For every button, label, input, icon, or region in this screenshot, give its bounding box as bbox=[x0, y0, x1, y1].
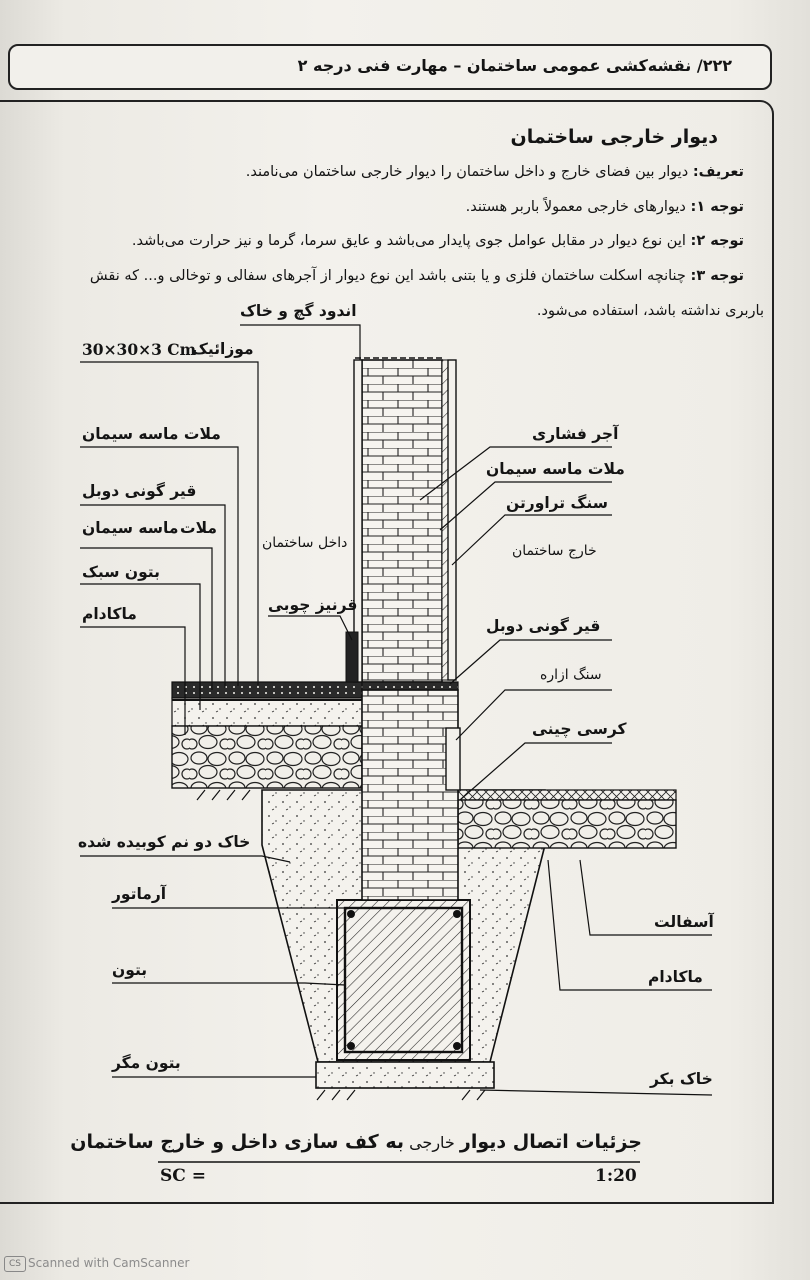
label-virgin-soil: خاک بکر bbox=[650, 1070, 713, 1088]
label-outside-building: خارج ساختمان bbox=[512, 543, 597, 559]
note2-label: توجه ۲: bbox=[690, 233, 744, 249]
scale-value: 1:20 bbox=[595, 1166, 637, 1186]
label-compacted-soil: خاک دو نم کوبیده شده bbox=[78, 833, 251, 851]
label-travertine: سنگ تراورتن bbox=[506, 494, 608, 512]
label-asphalt: آسفالت bbox=[654, 913, 714, 931]
caption-part2: خارجی bbox=[404, 1133, 460, 1152]
caption-part1: جزئیات اتصال دیوار bbox=[459, 1131, 642, 1153]
label-skirting-stone: سنگ ازاره bbox=[540, 667, 602, 683]
label-rebar: آرماتور bbox=[112, 885, 167, 903]
definition-text: دیوار بین فضای خارج و داخل ساختمان را دیوار خارجی ساختمان می‌نامند. bbox=[245, 164, 693, 180]
label-cement-mortar: ملات ماسه سیمان bbox=[82, 425, 221, 443]
label-sand-cement: ماسه سیمان bbox=[82, 519, 179, 537]
label-inside-building: داخل ساختمان bbox=[262, 535, 348, 551]
note1-label: توجه ۱: bbox=[690, 199, 744, 215]
label-mosaic: موزائیک bbox=[192, 340, 254, 358]
label-mortar-word: ملات bbox=[180, 519, 217, 537]
label-lean-concrete: بتون مگر bbox=[112, 1054, 181, 1072]
label-bitumen-double: قیر گونی دوبل bbox=[82, 482, 197, 500]
label-light-concrete: بتون سبک bbox=[82, 563, 160, 581]
note3-continuation: باربری نداشته باشد، استفاده می‌شود. bbox=[536, 303, 764, 319]
label-wood-baseboard: قرنیز چوبی bbox=[268, 596, 358, 614]
label-gravel: ماکادام bbox=[82, 605, 137, 623]
note3-label: توجه ۳: bbox=[690, 268, 744, 284]
label-concrete: بتون bbox=[112, 961, 148, 979]
label-plaster-soil: اندود گچ و خاک bbox=[240, 302, 357, 320]
section-title: دیوار خارجی ساختمان bbox=[510, 126, 718, 148]
label-gravel-right: ماکادام bbox=[648, 968, 703, 986]
camscanner-watermark: Scanned with CamScanner bbox=[28, 1256, 190, 1270]
label-cement-mortar-right: ملات ماسه سیمان bbox=[486, 460, 625, 478]
note3-text: چنانچه اسکلت ساختمان فلزی و یا بتنی باشد این نوع دیوار از آجرهای سفالی و توخالی و... که نقش bbox=[89, 268, 691, 284]
label-mosaic-size: 30×30×3 Cm bbox=[82, 340, 197, 359]
label-plinth: کرسی چینی bbox=[532, 720, 627, 738]
label-bitumen-double-right: قیر گونی دوبل bbox=[486, 617, 601, 635]
note1-text: دیوارهای خارجی معمولاً باربر هستند. bbox=[465, 199, 691, 215]
header-text: ۲۲۲/ نقشه‌کشی عمومی ساختمان – مهارت فنی درجه ۲ bbox=[297, 56, 732, 75]
caption-part3: به کف سازی داخل و خارج ساختمان bbox=[70, 1131, 404, 1153]
scale-label: SC = bbox=[160, 1166, 206, 1186]
definition-label: تعریف: bbox=[692, 164, 744, 180]
label-pressed-brick: آجر فشاری bbox=[532, 425, 619, 443]
camscanner-logo: CS bbox=[4, 1256, 26, 1272]
note2-text: این نوع دیوار در مقابل عوامل جوی پایدار می‌باشد و عایق سرما، گرما و نیز حرارت می‌باشد. bbox=[131, 233, 691, 249]
